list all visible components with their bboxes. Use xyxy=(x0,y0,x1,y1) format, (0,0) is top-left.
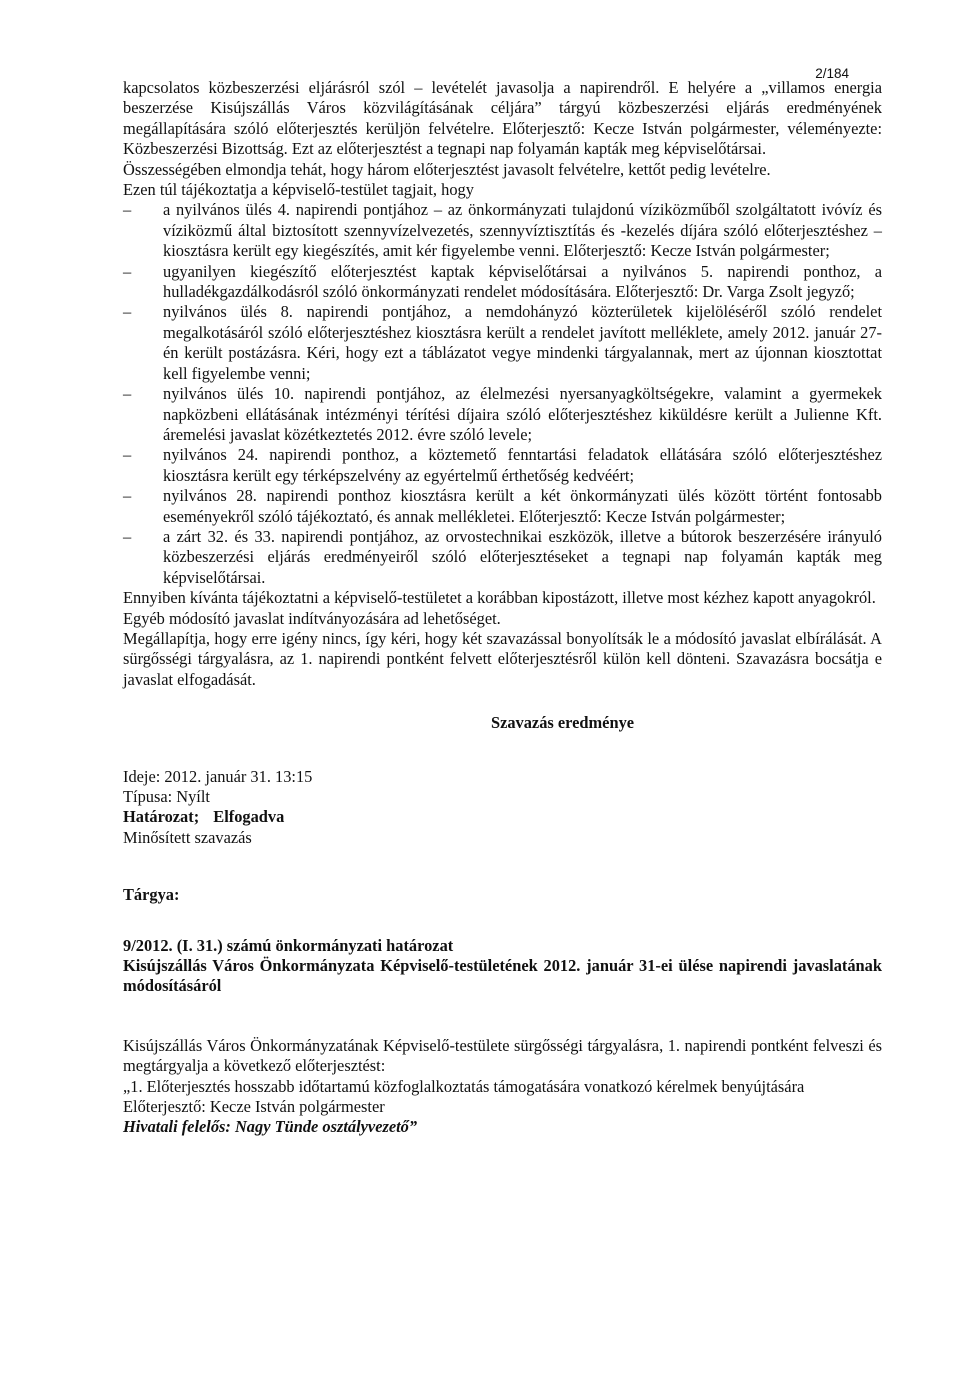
dash-bullet: – xyxy=(123,261,132,281)
resolution-header xyxy=(123,936,882,997)
paragraph-closing-info: Ennyiben kívánta tájékoztatni a képviselő-testületet a korábban kipostázott, illetve most kézhez kapott anyagokról. xyxy=(123,588,876,608)
subject-label: Tárgya: xyxy=(123,885,180,905)
vote-majority: Minősített szavazás xyxy=(123,827,252,847)
dash-bullet: – xyxy=(123,302,132,322)
dash-bullet: – xyxy=(123,384,132,404)
dash-bullet: – xyxy=(123,486,132,506)
vote-result-title: Szavazás eredménye xyxy=(490,713,635,733)
list-item xyxy=(123,302,882,384)
list-item xyxy=(123,384,882,445)
resolution-presenter: Előterjesztő: Kecze István polgármester xyxy=(123,1097,385,1117)
list-item-text: ugyanilyen kiegészítő előterjesztést kaptak képviselőtársai a nyilvános 5. napirendi ponthoz, a hulladékgazdálkodásról szóló önkormányzati rendelet módosítására. Előterjesztő: Dr. Varga Zsolt jegyző; xyxy=(163,261,882,302)
list-item-text: nyilvános ülés 8. napirendi pontjához, a nemdohányzó közterületek kijelöléséről szóló rendelet megalkotásáról szóló előterjesztéshez kiosztásra került a rendelet javított melléklete, amely 2012. január 27-én került postázásra. Kéri, hogy ezt a táblázatot vegye mindenki tárgyalannak, mert az újonnan kiosztottat kell figyelembe venni; xyxy=(163,302,882,383)
paragraph-vote-call: Megállapítja, hogy erre igény nincs, így kéri, hogy két szavazással bonyolítsák le a módosító javaslat elbírálását. A sürgősségi tárgyalásra, az 1. napirendi pontként felvett előterjesztésről külön kell dönteni. Szavazásra bocsátja e javaslat elfogadását. xyxy=(123,628,882,689)
paragraph-intro: kapcsolatos közbeszerzési eljárásról szól – levételét javasolja a napirendről. E helyére a „villamos energia beszerzése Kisújszállás Város közvilágításának céljára” tárgyú közbeszerzési eljárás eredményének megállapítására szóló előterjesztés kerüljön felvételre. Előterjesztő: Kecze István polgármester, véleményezte: Közbeszerzési Bizottság. Ezt az előterjesztést a tegnapi nap folyamán kapták meg képviselőtársai. xyxy=(123,78,882,159)
resolution-responsible: Hivatali felelős: Nagy Tünde osztályvezető” xyxy=(123,1117,418,1137)
vote-date: Ideje: 2012. január 31. 13:15 xyxy=(123,766,313,786)
vote-type: Típusa: Nyílt xyxy=(123,787,210,806)
resolution-number: 9/2012. (I. 31.) számú önkormányzati határozat xyxy=(123,935,454,955)
resolution-title: Kisújszállás Város Önkormányzata Képviselő-testületének 2012. január 31-ei ülése napirendi javaslatának módosításáról xyxy=(123,956,882,996)
list-item-text: a nyilvános ülés 4. napirendi pontjához – az önkormányzati tulajdonú víziközműből szolgáltatott ivóvíz és víziközmű által biztosított szennyvízelvezetés, szennyvíztisztítás és -kezelés díjára szóló előterjesztéshez – kiosztásra került egy kiegészítés, amit kér figyelembe venni. Előterjesztő: Kecze István polgármester; xyxy=(163,200,882,261)
list-item xyxy=(123,486,882,527)
vote-details xyxy=(123,767,882,849)
list-item xyxy=(123,527,882,588)
document-body xyxy=(123,78,882,1138)
supplement-list xyxy=(123,200,882,588)
dash-bullet: – xyxy=(123,200,132,220)
page-number: 2/184 xyxy=(815,66,849,81)
dash-bullet: – xyxy=(123,445,132,465)
vote-decision: Határozat; Elfogadva xyxy=(123,807,285,827)
list-item-text: nyilvános ülés 10. napirendi pontjához, az élelmezési nyersanyagköltségekre, valamint a gyermekek napközbeni ellátásának intézményi térítési díjaira szóló előterjesztéshez kiküldésre került a Julienne Kft. áremelési javaslat közétkeztetés 2012. évre szóló levele; xyxy=(163,384,882,444)
dash-bullet: – xyxy=(123,526,132,546)
paragraph-motion-offer: Egyéb módosító javaslat indítványozására ad lehetőséget. xyxy=(123,608,501,628)
list-item-text: a zárt 32. és 33. napirendi pontjához, az orvostechnikai eszközök, illetve a bútorok beszerzésére irányuló közbeszerzési eljárás eredményeiről szóló előterjesztéseket a tegnapi nap folyamán kapták meg képviselőtársai. xyxy=(163,526,882,587)
paragraph-summary: Összességében elmondja tehát, hogy három előterjesztést javasolt felvételre, kettőt pedig levételre. xyxy=(123,159,771,179)
list-item xyxy=(123,200,882,261)
list-item-text: nyilvános 28. napirendi ponthoz kiosztásra került a két önkormányzati ülés között történt fontosabb eseményekről szóló tájékoztató, és annak mellékletei. Előterjesztő: Kecze István polgármester; xyxy=(163,486,882,526)
resolution-body xyxy=(123,1036,882,1138)
list-item xyxy=(123,262,882,303)
paragraph-info-lead: Ezen túl tájékoztatja a képviselő-testület tagjait, hogy xyxy=(123,180,474,200)
resolution-text: Kisújszállás Város Önkormányzatának Képviselő-testülete sürgősségi tárgyalásra, 1. napirendi pontként felveszi és megtárgyalja a következő előterjesztést: xyxy=(123,1035,882,1076)
list-item-text: nyilvános 24. napirendi ponthoz, a köztemető fenntartási feladatok ellátására szóló előterjesztéshez kiosztásra került egy térképszelvény az egyértelmű érthetőség kedvéért; xyxy=(163,445,882,485)
resolution-item: „1. Előterjesztés hosszabb időtartamú közfoglalkoztatás támogatására vonatkozó kérelmek benyújtására xyxy=(123,1076,805,1096)
list-item xyxy=(123,445,882,486)
